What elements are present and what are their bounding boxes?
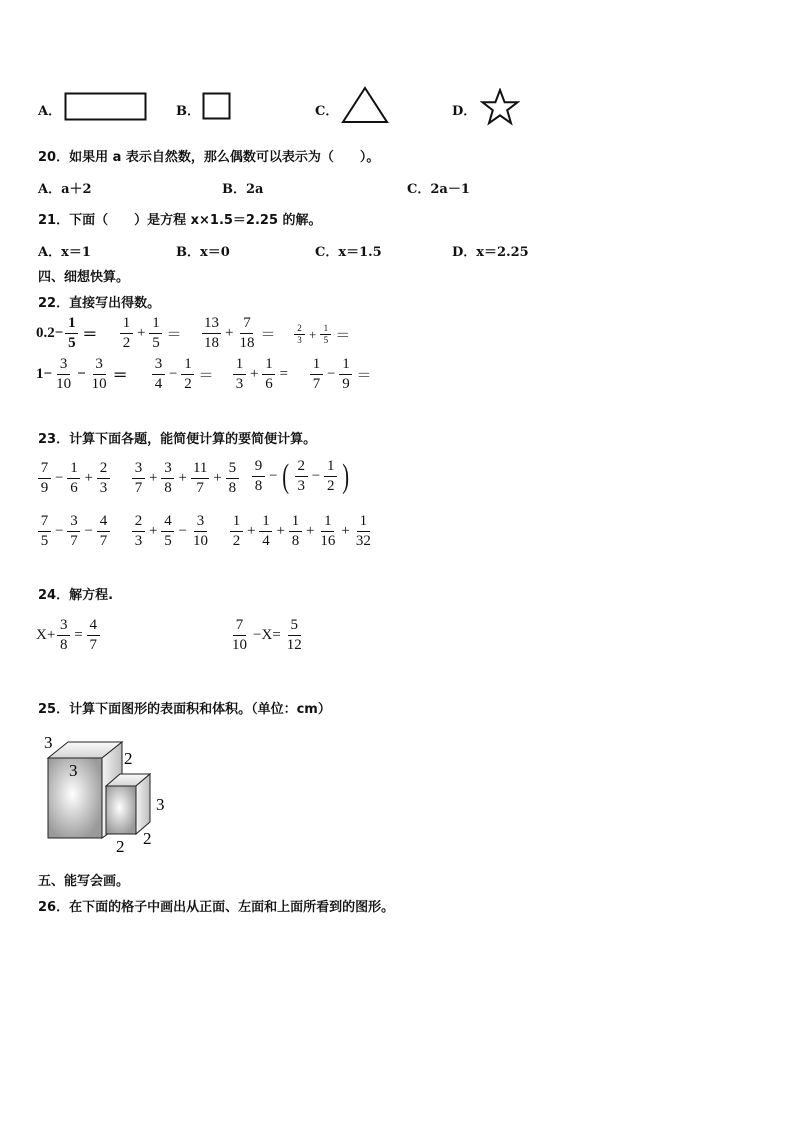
- operator: +: [213, 470, 222, 486]
- fraction: $\frac{2}{3}$: [132, 514, 145, 549]
- q22-expr-5: [36, 357, 130, 392]
- fraction: $\frac{11}{7}$: [192, 460, 208, 496]
- operator: +: [341, 523, 350, 539]
- fraction: $\frac{1}{8}$: [289, 514, 302, 549]
- fraction: $\frac{3}{8}$: [57, 618, 70, 653]
- option-a-label: A．: [38, 104, 62, 119]
- fraction: $\frac{1}{5}$: [320, 324, 331, 345]
- star-icon: [480, 88, 520, 128]
- square-icon: [202, 92, 232, 120]
- q20-option-c: C．2a－1: [407, 182, 470, 197]
- fraction: $\frac{1}{6}$: [262, 357, 275, 392]
- fraction: $\frac{5}{8}$: [226, 461, 239, 496]
- equals-sign: ＝: [82, 327, 98, 343]
- q22-expr-2: [118, 316, 183, 351]
- question-24-stem: 24．解方程.: [38, 588, 114, 603]
- operator: +: [225, 325, 234, 341]
- operator: +: [149, 470, 158, 486]
- fraction: $\frac{4}{5}$: [161, 514, 174, 549]
- fraction: $\frac{1}{32}$: [355, 513, 371, 549]
- fraction: $\frac{1}{2}$: [230, 514, 243, 549]
- fraction: $\frac{7}{18}$: [239, 315, 255, 351]
- fraction: $\frac{3}{8}$: [161, 461, 174, 496]
- operator: −: [55, 523, 64, 539]
- question-23-stem: 23．计算下面各题，能简便计算的要简便计算。: [38, 432, 317, 447]
- q22-expr-8: [308, 357, 373, 392]
- fraction: $\frac{1}{3}$: [233, 357, 246, 392]
- operator: +: [276, 523, 285, 539]
- operator: −: [311, 468, 321, 484]
- fraction: $\frac{3}{10}$: [56, 356, 72, 392]
- right-paren: ): [342, 457, 350, 495]
- fraction: $\frac{2}{3}$: [295, 459, 308, 494]
- fraction: $\frac{1}{2}$: [324, 459, 337, 494]
- question-21-stem: 21．下面（ ）是方程 x×1.5＝2.25 的解。: [38, 213, 322, 228]
- fraction: $\frac{3}{4}$: [152, 357, 165, 392]
- fraction: $\frac{1}{16}$: [320, 513, 336, 549]
- q23-expr-6: [228, 514, 375, 549]
- question-26-stem: 26．在下面的格子中画出从正面、左面和上面所看到的图形。: [38, 900, 395, 915]
- fraction: $\frac{7}{10}$: [232, 617, 247, 653]
- operator: +: [247, 523, 256, 539]
- q23-expr-2: [130, 461, 241, 496]
- fraction: $\frac{3}{7}$: [132, 461, 145, 496]
- equals-sign: =: [279, 366, 288, 382]
- label-small-depth: 2: [143, 829, 152, 848]
- q23-expr-3: [250, 459, 353, 494]
- q24-equation-1: [36, 618, 102, 653]
- operator: −: [327, 366, 336, 382]
- equals-sign: ＝: [198, 368, 214, 384]
- fraction: $\frac{1}{6}$: [67, 461, 80, 496]
- equals-sign: ＝: [335, 328, 351, 344]
- fraction: $\frac{5}{12}$: [286, 617, 302, 653]
- q21-option-a: A．x＝1: [38, 245, 91, 260]
- question-20-stem: 20．如果用 a 表示自然数，那么偶数可以表示为（ ）。: [38, 150, 380, 165]
- fraction: $\frac{2}{3}$: [294, 324, 305, 345]
- fraction: $\frac{1}{5}$: [149, 316, 162, 351]
- fraction: $\frac{3}{10}$: [192, 513, 208, 549]
- middle-term: −X=: [253, 627, 281, 643]
- fraction: $\frac{2}{3}$: [97, 461, 110, 496]
- operator: +: [137, 325, 146, 341]
- operator: +: [305, 523, 315, 539]
- equals-sign: ＝: [112, 368, 128, 384]
- operator: −: [55, 470, 64, 486]
- fraction: $\frac{1}{2}$: [181, 357, 194, 392]
- operator: −: [77, 366, 86, 382]
- option-d-label: D．: [452, 104, 477, 119]
- label-big-front: 3: [69, 761, 78, 780]
- fraction: $\frac{3}{7}$: [67, 514, 80, 549]
- equals-sign: ＝: [166, 327, 182, 343]
- fraction: $\frac{1}{7}$: [310, 357, 323, 392]
- q22-expr-7: [231, 357, 290, 392]
- fraction: $\frac{7}{5}$: [38, 514, 51, 549]
- small-cuboid-front: [106, 786, 136, 834]
- operator: +: [309, 326, 317, 342]
- fraction: $\frac{7}{9}$: [38, 461, 51, 496]
- q23-expr-4: [36, 514, 112, 549]
- fraction: $\frac{4}{7}$: [97, 514, 110, 549]
- label-big-depth: 2: [124, 749, 133, 768]
- fraction: $\frac{1}{4}$: [259, 514, 272, 549]
- fraction: $\frac{1}{2}$: [120, 316, 133, 351]
- lead-term: 1−: [36, 366, 53, 382]
- rectangle-icon: [64, 92, 148, 122]
- lead-term: X+: [36, 627, 56, 643]
- lead-term: 0.2−: [36, 325, 64, 341]
- operator: −: [84, 523, 93, 539]
- label-small-height: 3: [156, 795, 165, 814]
- operator: −: [169, 366, 178, 382]
- q22-expr-1: [36, 316, 99, 351]
- section-5-heading: 五、能写会画。: [38, 874, 130, 889]
- q20-option-a: A．a＋2: [38, 182, 92, 197]
- fraction: $\frac{1}{5}$: [65, 316, 78, 351]
- operator: +: [149, 523, 158, 539]
- fraction: $\frac{4}{7}$: [87, 618, 100, 653]
- q22-expr-4: [292, 324, 352, 345]
- operator: +: [250, 366, 259, 382]
- q21-option-b: B．x＝0: [176, 245, 230, 260]
- option-c-label: C．: [315, 104, 339, 119]
- question-22-stem: 22．直接写出得数。: [38, 296, 161, 311]
- operator: −: [178, 523, 187, 539]
- equals-sign: =: [74, 627, 83, 643]
- operator: −: [269, 468, 278, 484]
- fraction: $\frac{13}{18}$: [204, 315, 219, 351]
- fraction: $\frac{9}{8}$: [252, 459, 265, 494]
- cuboid-figure: [38, 728, 178, 856]
- q22-expr-6: [150, 357, 215, 392]
- equals-sign: ＝: [356, 368, 372, 384]
- equals-sign: ＝: [260, 327, 276, 343]
- section-4-heading: 四、细想快算。: [38, 270, 130, 285]
- operator: +: [84, 470, 93, 486]
- q21-option-c: C．x＝1.5: [315, 245, 382, 260]
- left-paren: (: [282, 457, 290, 495]
- q21-option-d: D．x＝2.25: [452, 245, 529, 260]
- q23-expr-1: [36, 461, 112, 496]
- q20-option-b: B．2a: [222, 182, 264, 197]
- fraction: $\frac{1}{9}$: [339, 357, 352, 392]
- operator: +: [178, 470, 187, 486]
- triangle-icon: [340, 86, 390, 124]
- q24-equation-2: [228, 618, 306, 653]
- label-small-width: 2: [116, 837, 125, 856]
- q23-expr-5: [130, 514, 212, 549]
- q22-expr-3: [200, 316, 277, 351]
- fraction: $\frac{3}{10}$: [91, 356, 107, 392]
- option-b-label: B．: [176, 104, 200, 119]
- label-big-width: 3: [44, 733, 53, 752]
- question-25-stem: 25．计算下面图形的表面积和体积。（单位：cm）: [38, 702, 331, 717]
